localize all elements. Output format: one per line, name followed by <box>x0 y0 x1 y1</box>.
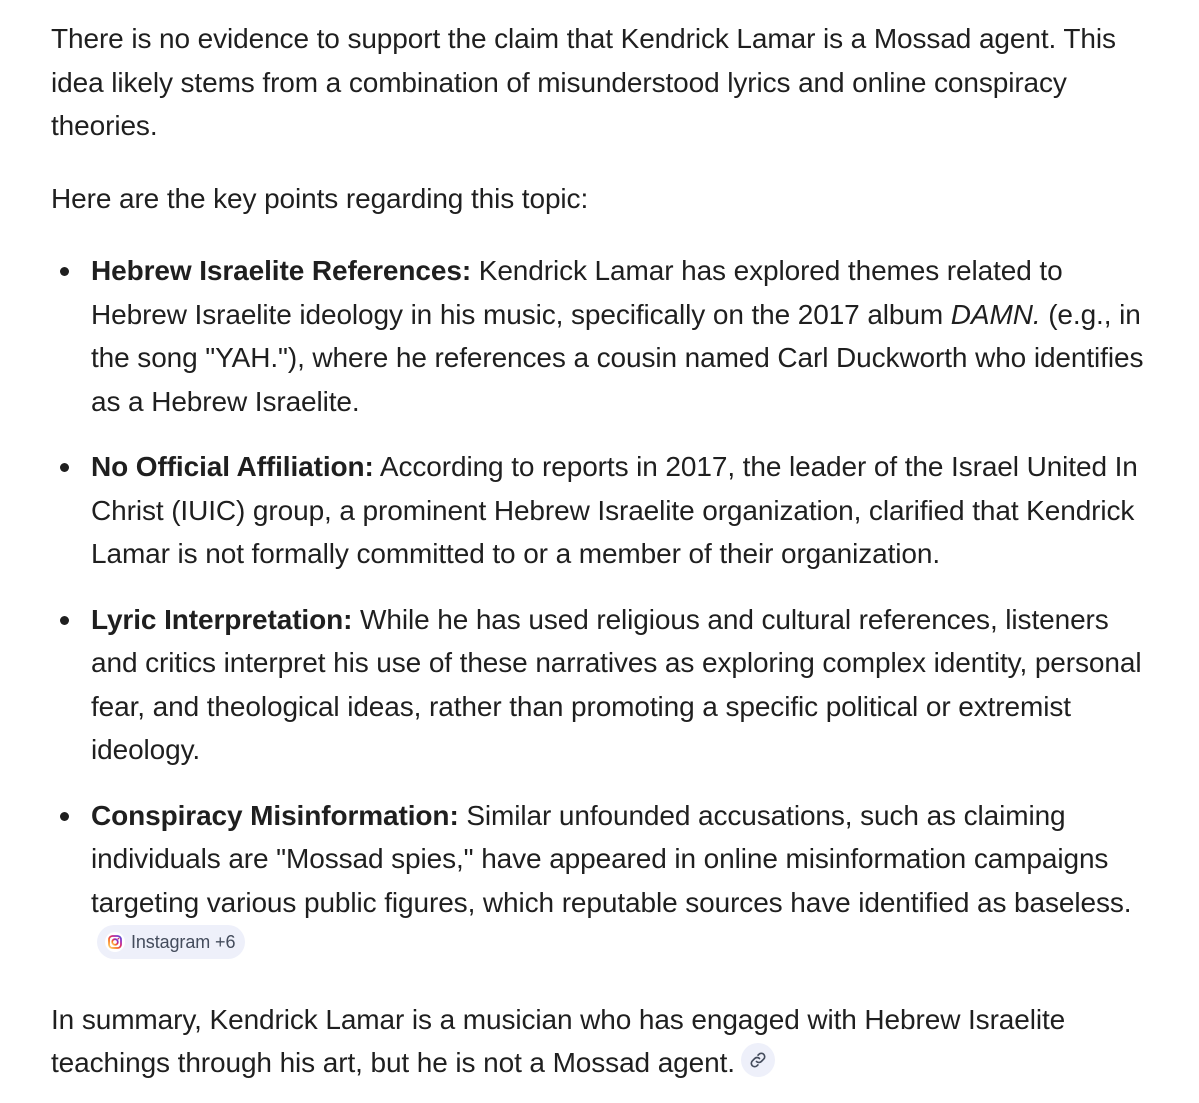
bullet-icon <box>60 616 69 625</box>
key-points-list <box>51 249 1148 968</box>
point-text: According to reports in 2017, the leader of the Israel United In Christ (IUIC) group, a prominent Hebrew Israelite organization, clarified that Kendrick Lamar is not formally committed to or a member of their organization. <box>91 451 1138 569</box>
point-text: While he has used religious and cultural references, listeners and critics interpret his use of these narratives as exploring complex identity, personal fear, and theological ideas, rather than promoting a specific political or extremist ideology. <box>91 603 1142 765</box>
point-term: Hebrew Israelite References: <box>91 255 472 286</box>
source-chip-label: Instagram +6 <box>131 932 236 952</box>
point-term: No Official Affiliation: <box>91 451 374 482</box>
lead-paragraph: Here are the key points regarding this topic: <box>51 182 589 214</box>
summary-text: In summary, Kendrick Lamar is a musician who has engaged with Hebrew Israelite teachings through his art, but he is not a Mossad agent. <box>51 1003 1066 1078</box>
point-term: Lyric Interpretation: <box>91 603 353 635</box>
bullet-icon <box>60 812 69 821</box>
album-title: DAMN. <box>950 298 1041 330</box>
instagram-icon <box>105 932 125 952</box>
bullet-icon <box>60 463 69 472</box>
point-text: Kendrick Lamar has explored themes related to Hebrew Israelite ideology in his music, specifically on the 2017 album <box>91 255 1063 330</box>
source-chip-button[interactable] <box>97 925 245 959</box>
point-term: Conspiracy Misinformation: <box>91 799 459 831</box>
source-link-button[interactable] <box>741 1043 775 1077</box>
point-text: (e.g., in the song "YAH."), where he references a cousin named Carl Duckworth who identifies as a Hebrew Israelite. <box>91 298 1144 417</box>
list-item <box>91 445 1148 576</box>
bullet-icon <box>60 267 69 276</box>
summary-paragraph <box>51 998 1148 1085</box>
list-item <box>91 794 1148 968</box>
point-text: Similar unfounded accusations, such as claiming individuals are "Mossad spies," have appeared in online misinformation campaigns targeting various public figures, which reputable sources have identified as baseless. <box>91 799 1132 918</box>
intro-paragraph: There is no evidence to support the claim that Kendrick Lamar is a Mossad agent. This idea likely stems from a combination of misunderstood lyrics and online conspiracy theories. <box>51 23 1116 141</box>
link-icon <box>749 1051 767 1069</box>
list-item <box>91 598 1148 772</box>
list-item <box>91 249 1148 423</box>
